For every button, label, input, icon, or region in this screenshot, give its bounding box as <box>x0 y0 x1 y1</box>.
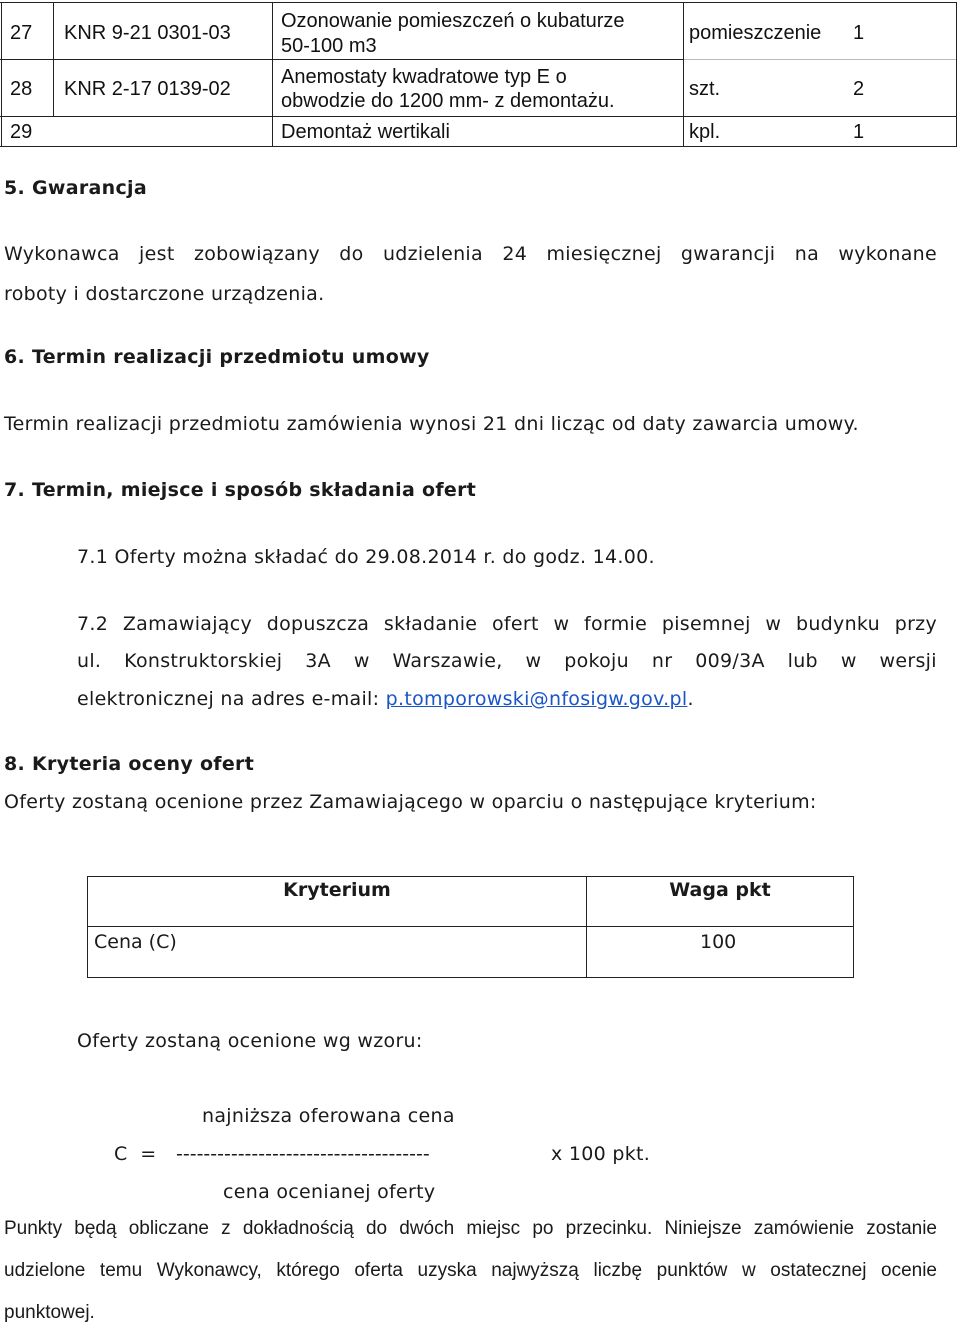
word: ofert <box>491 613 539 635</box>
criteria-intro: Oferty zostaną ocenione przez Zamawiającego w oparciu o następujące kryterium: <box>4 791 817 813</box>
deadline-paragraph: Termin realizacji przedmiotu zamówienia wynosi 21 dni licząc od daty zawarcia umowy. <box>4 413 859 435</box>
table-row-description: Ozonowanie pomieszczeń o kubaturze <box>281 10 625 32</box>
word: dopuszcza <box>266 613 370 635</box>
table-row-description: obwodzie do 1200 mm- z demontażu. <box>281 90 615 112</box>
word: budynku <box>795 613 880 635</box>
table-row-unit: pomieszczenie <box>689 22 822 44</box>
word: jest <box>139 243 175 265</box>
word: dokładnością <box>242 1218 354 1239</box>
word: formie <box>584 613 648 635</box>
word: ul. <box>77 650 102 672</box>
table-row-divider <box>0 59 683 60</box>
word: temu <box>99 1260 143 1281</box>
word: nr <box>651 650 673 672</box>
word: pokoju <box>564 650 629 672</box>
word: udzielone <box>4 1260 86 1281</box>
word: w <box>553 613 570 635</box>
email-suffix: . <box>687 688 694 710</box>
table-row-unit: kpl. <box>689 121 721 143</box>
submission-item-1: 7.1 Oferty można składać do 29.08.2014 r. do godz. 14.00. <box>77 546 655 568</box>
word: punktów <box>656 1260 728 1281</box>
table-row-code: KNR 9-21 0301-03 <box>64 22 231 44</box>
word: w <box>765 613 782 635</box>
criteria-table-cell: 100 <box>700 931 737 953</box>
word: z <box>221 1218 231 1239</box>
word: Konstruktorskiej <box>124 650 283 672</box>
word: miejsc <box>466 1218 521 1239</box>
word: będą <box>74 1218 117 1239</box>
word: oferta <box>354 1260 403 1281</box>
word: do <box>339 243 364 265</box>
email-link[interactable]: p.tomporowski@nfosigw.gov.pl <box>385 688 688 710</box>
word: Punkty <box>4 1218 63 1239</box>
section-heading-deadline: 6. Termin realizacji przedmiotu umowy <box>4 346 430 368</box>
word: przecinku. <box>565 1218 653 1239</box>
section-heading-criteria: 8. Kryteria oceny ofert <box>4 753 255 775</box>
table-row-quantity: 2 <box>853 78 865 100</box>
email-label: elektronicznej na adres e-mail: <box>77 688 386 710</box>
word: obliczane <box>128 1218 209 1239</box>
warranty-paragraph-line <box>4 243 937 265</box>
formula-multiplier: x 100 pkt. <box>551 1143 651 1165</box>
scoring-paragraph-line <box>4 1260 937 1282</box>
word: Wykonawcy, <box>156 1260 262 1281</box>
word: gwarancji <box>680 243 776 265</box>
word: po <box>532 1218 554 1239</box>
criteria-table-header: Kryterium <box>283 879 391 901</box>
word: na <box>794 243 820 265</box>
table-row-unit: szt. <box>689 78 721 100</box>
warranty-paragraph-line: roboty i dostarczone urządzenia. <box>4 283 325 305</box>
criteria-table-cell: Cena (C) <box>94 931 177 953</box>
submission-item-2-line <box>77 688 694 710</box>
table-row-code: KNR 2-17 0139-02 <box>64 78 231 100</box>
word: w <box>840 650 857 672</box>
word: którego <box>276 1260 340 1281</box>
section-heading-warranty: 5. Gwarancja <box>4 177 147 199</box>
word: w <box>353 650 370 672</box>
position-table <box>0 0 960 148</box>
word: Niniejsze <box>664 1218 742 1239</box>
word: lub <box>787 650 818 672</box>
word: zostanie <box>866 1218 937 1239</box>
formula-denominator: cena ocenianej oferty <box>223 1181 436 1203</box>
formula-numerator: najniższa oferowana cena <box>202 1105 455 1127</box>
word: liczbę <box>593 1260 643 1281</box>
table-row-quantity: 1 <box>853 121 865 143</box>
word: Warszawie, <box>392 650 503 672</box>
formula-intro: Oferty zostaną ocenione wg wzoru: <box>77 1030 423 1052</box>
word: najwyższą <box>491 1260 579 1281</box>
word: wykonane <box>838 243 937 265</box>
word: 7.2 <box>77 613 109 635</box>
submission-item-2-line <box>77 613 937 635</box>
table-col-divider <box>53 2 54 116</box>
word: w <box>525 650 542 672</box>
table-row-description: 50-100 m3 <box>281 35 377 57</box>
word: dwóch <box>399 1218 455 1239</box>
word: uzyska <box>417 1260 477 1281</box>
formula-lhs: C = <box>114 1143 157 1165</box>
criteria-table-row-divider <box>88 926 853 927</box>
table-row-number: 29 <box>10 121 33 143</box>
table-row-number: 28 <box>10 78 33 100</box>
table-row-divider <box>0 116 957 117</box>
table-border-bottom <box>0 146 957 147</box>
word: ostatecznej <box>770 1260 867 1281</box>
word: 009/3A <box>695 650 765 672</box>
word: zobowiązany <box>193 243 320 265</box>
criteria-table <box>87 876 854 978</box>
word: do <box>365 1218 388 1239</box>
table-row-description: Demontaż wertikali <box>281 121 450 143</box>
table-row-number: 27 <box>10 22 33 44</box>
word: przy <box>894 613 937 635</box>
word: miesięcznej <box>546 243 662 265</box>
table-col-divider <box>272 2 273 147</box>
table-row-divider <box>683 59 957 60</box>
criteria-table-header: Waga pkt <box>669 879 771 901</box>
table-col-divider <box>683 2 684 147</box>
word: udzielenia <box>382 243 483 265</box>
word: Wykonawca <box>4 243 120 265</box>
word: 3A <box>305 650 331 672</box>
table-row-description: Anemostaty kwadratowe typ E o <box>281 66 567 88</box>
word: zamówienie <box>753 1218 855 1239</box>
word: pisemnej <box>661 613 751 635</box>
formula-fraction-line: ------------------------------------- <box>176 1143 430 1165</box>
table-border-right <box>956 2 957 147</box>
word: w <box>741 1260 756 1281</box>
table-border-left <box>1 2 2 147</box>
word: ocenie <box>881 1260 937 1281</box>
table-border-top <box>0 2 957 3</box>
word: składanie <box>383 613 478 635</box>
scoring-paragraph-line <box>4 1218 937 1240</box>
word: 24 <box>502 243 528 265</box>
scoring-paragraph-line: punktowej. <box>4 1302 95 1323</box>
section-heading-submission: 7. Termin, miejsce i sposób składania ofert <box>4 479 477 501</box>
word: wersji <box>879 650 937 672</box>
word: Zamawiający <box>122 613 253 635</box>
submission-item-2-line <box>77 650 937 672</box>
table-row-quantity: 1 <box>853 22 865 44</box>
